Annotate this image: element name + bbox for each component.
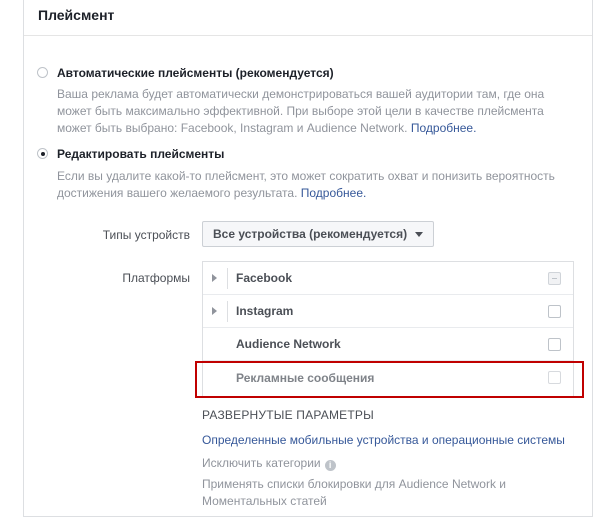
platform-checkbox-facebook[interactable] (548, 272, 561, 285)
automatic-placements-radio[interactable] (37, 67, 48, 78)
platform-row-instagram[interactable] (203, 295, 573, 328)
edit-placements-label[interactable]: Редактировать плейсменты (57, 147, 225, 161)
placement-panel (23, 0, 593, 517)
platform-row-facebook[interactable] (203, 262, 573, 295)
device-types-value: Все устройства (рекомендуется) (213, 227, 408, 241)
automatic-placements-learn-more-link[interactable]: Подробнее. (410, 121, 477, 135)
device-types-dropdown[interactable] (202, 221, 434, 247)
platform-checkbox-instagram[interactable] (548, 305, 561, 318)
platform-row-audience-network[interactable] (203, 328, 573, 361)
platform-name: Facebook (236, 271, 293, 285)
automatic-placements-description-text: Ваша реклама будет автоматически демонстрироваться вашей аудитории там, где она может быть максимально эффективной. При выборе этой цели в качестве плейсмента может быть выбрано: Facebook, Instagram и Audience Network. (57, 87, 545, 135)
edit-placements-learn-more-link[interactable]: Подробнее. (300, 186, 367, 200)
info-icon[interactable]: i (325, 460, 336, 471)
edit-placements-description (57, 168, 567, 202)
expand-arrow-icon[interactable] (212, 307, 217, 315)
caret-down-icon (415, 232, 423, 237)
platform-checkbox-audience-network[interactable] (548, 338, 561, 351)
edit-placements-radio[interactable] (37, 148, 48, 159)
block-lists-line-2: Моментальных статей (202, 494, 327, 508)
automatic-placements-description (57, 86, 567, 137)
section-divider (24, 35, 592, 36)
row-separator (227, 301, 228, 322)
platform-name: Audience Network (236, 337, 341, 351)
exclude-categories-label[interactable]: Исключить категории (202, 456, 321, 470)
block-lists-line-1: Применять списки блокировки для Audience Network и (202, 477, 506, 491)
device-types-label: Типы устройств (102, 228, 190, 242)
automatic-placements-label[interactable]: Автоматические плейсменты (рекомендуется) (57, 66, 334, 80)
platform-name: Рекламные сообщения (236, 370, 375, 385)
mobile-devices-os-link[interactable]: Определенные мобильные устройства и операционные системы (202, 433, 565, 447)
platform-name: Instagram (236, 304, 294, 318)
expand-arrow-icon[interactable] (212, 274, 217, 282)
row-separator (227, 268, 228, 289)
section-title: Плейсмент (38, 7, 115, 23)
edit-placements-description-text: Если вы удалите какой-то плейсмент, это может сократить охват и понизить вероятность достижения вашего желаемого результата. (57, 169, 555, 200)
exclude-categories-row[interactable] (202, 455, 336, 472)
highlight-frame (195, 361, 584, 398)
advanced-options-title: РАЗВЕРНУТЫЕ ПАРАМЕТРЫ (202, 408, 374, 422)
platforms-label: Платформы (122, 271, 190, 285)
block-lists-option[interactable] (202, 476, 506, 510)
